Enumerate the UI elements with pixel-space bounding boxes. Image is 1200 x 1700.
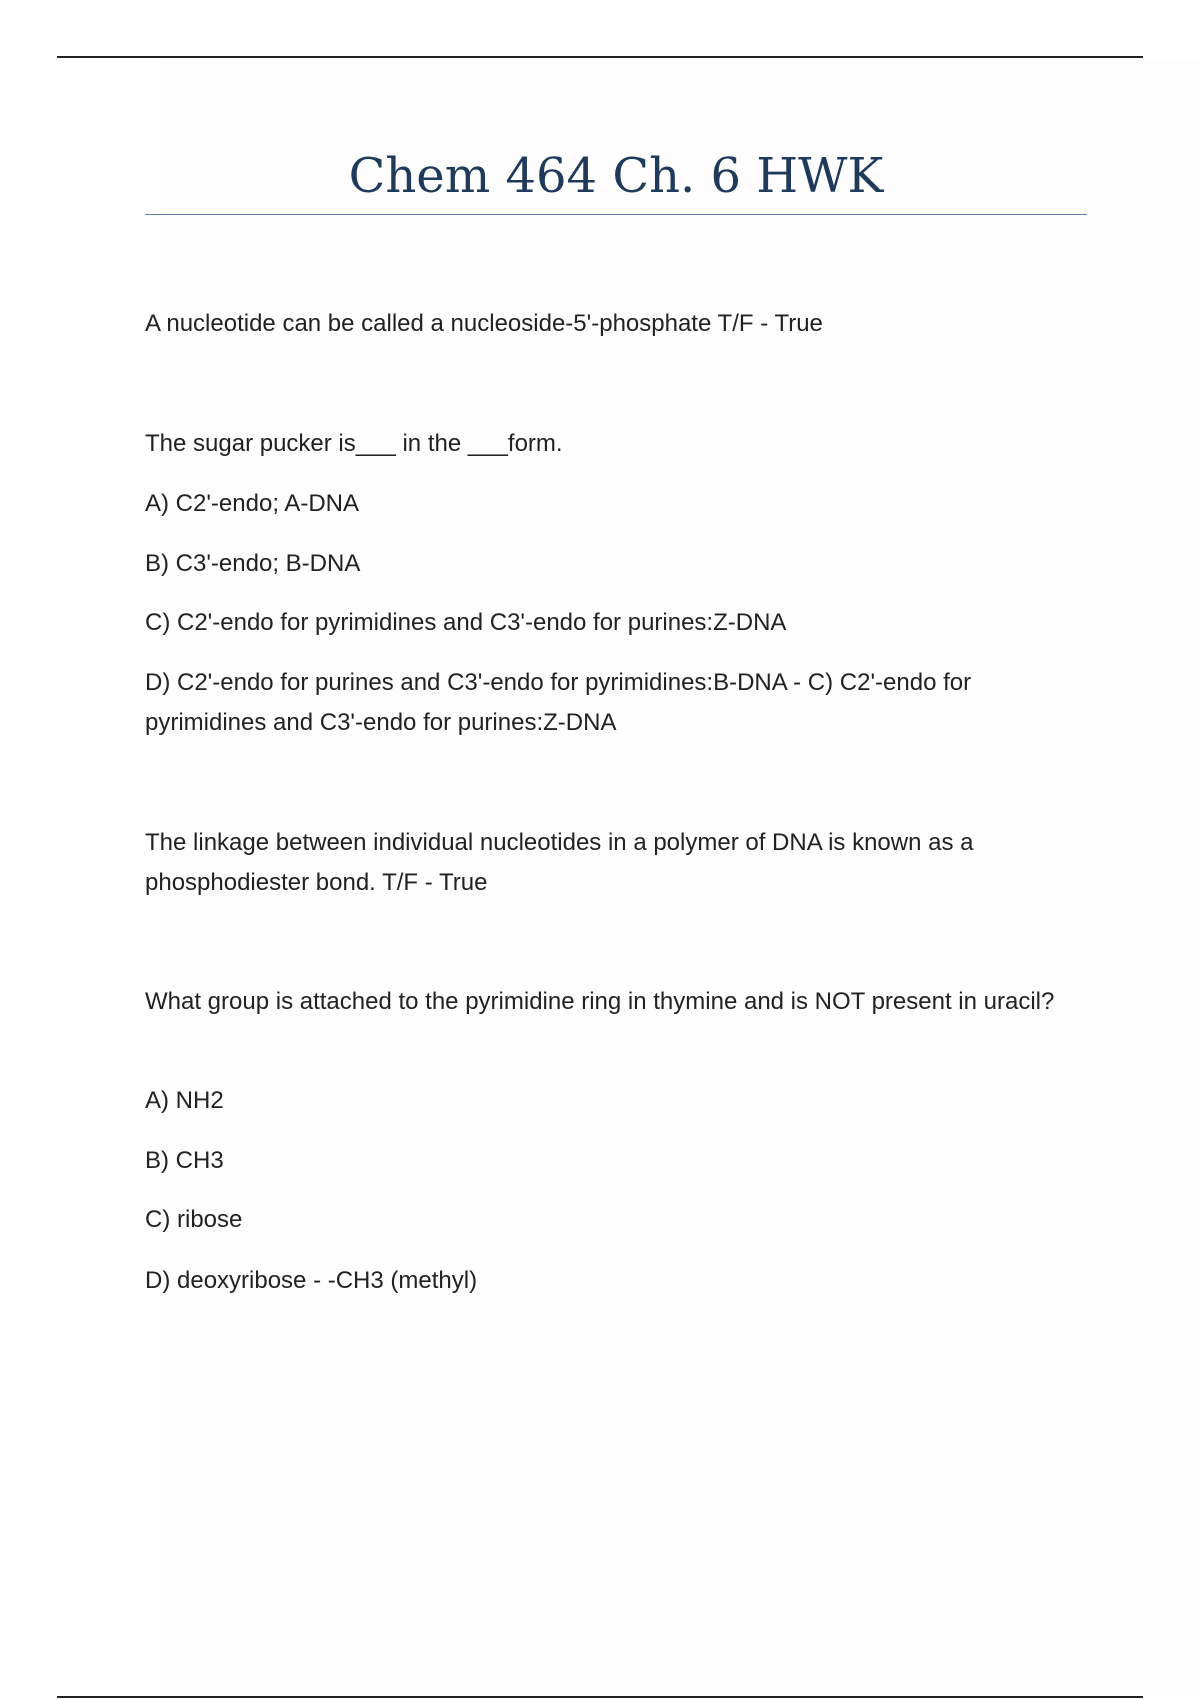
question-4-option-c: C) ribose [145,1206,243,1233]
question-4-option-b: B) CH3 [145,1147,224,1174]
question-2-text: The sugar pucker is___ in the ___form. [145,430,563,457]
question-1-text: A nucleotide can be called a nucleoside-5'-phosphate T/F - True [145,310,823,337]
question-2-option-c: C) C2'-endo for pyrimidines and C3'-endo for purines:Z-DNA [145,609,787,636]
title-underline [145,214,1087,215]
bottom-rule [57,1696,1143,1698]
question-2-option-a: A) C2'-endo; A-DNA [145,490,359,517]
question-2-option-b: B) C3'-endo; B-DNA [145,550,361,577]
question-3-text: The linkage between individual nucleotides in a polymer of DNA is known as a phosphodiester bond. T/F - True [145,829,974,896]
question-4-option-a: A) NH2 [145,1087,224,1114]
page-title: Chem 464 Ch. 6 HWK [348,148,884,204]
question-2-option-d: D) C2'-endo for purines and C3'-endo for pyrimidines:B-DNA - C) C2'-endo for pyrimidines and C3'-endo for purines:Z-DNA [145,669,972,736]
question-4-text: What group is attached to the pyrimidine ring in thymine and is NOT present in uracil? [145,988,1055,1015]
top-rule [57,56,1143,58]
question-4-option-d: D) deoxyribose - -CH3 (methyl) [145,1267,478,1294]
